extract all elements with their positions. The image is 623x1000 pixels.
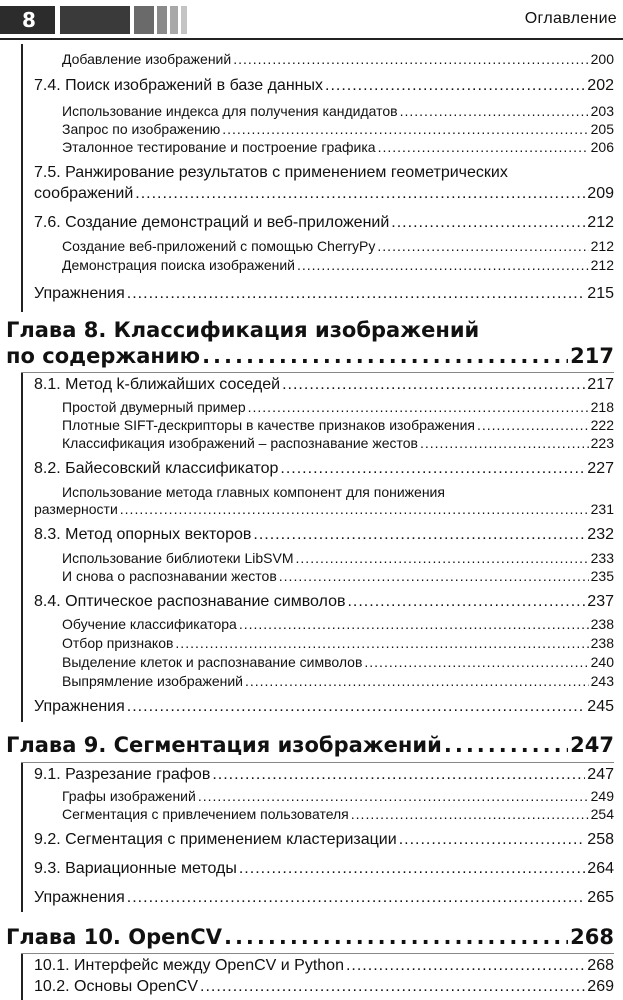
toc-page-number: 247 — [570, 733, 614, 757]
toc-entry[interactable] — [62, 399, 614, 415]
toc-entry[interactable] — [62, 673, 614, 689]
toc-entry-title: 10.2. Основы OpenCV — [34, 978, 199, 995]
header-decor-bar — [181, 6, 187, 34]
toc-entry[interactable] — [62, 103, 614, 119]
toc-entry[interactable] — [34, 460, 614, 478]
toc-entry[interactable] — [34, 185, 614, 203]
toc-entry-title: Выпрямление изображений — [62, 673, 243, 689]
toc-leader-dots — [351, 806, 589, 822]
toc-entry[interactable] — [34, 957, 614, 975]
toc-leader-dots — [239, 860, 585, 878]
toc-page-number: 217 — [570, 344, 614, 368]
toc-leader-dots — [245, 673, 589, 689]
chapter-title-cont: по содержанию — [6, 344, 201, 368]
toc-page-number: 205 — [590, 121, 614, 137]
toc-leader-dots — [175, 635, 588, 651]
toc-entry[interactable] — [34, 766, 614, 784]
toc-entry-title: Упражнения — [34, 285, 125, 302]
toc-page-number: 249 — [590, 788, 614, 804]
toc-page-number: 232 — [587, 526, 614, 543]
toc-entry[interactable] — [62, 257, 614, 273]
toc-entry-title: Эталонное тестирование и построение графика — [62, 139, 376, 155]
toc-entry-title: Использование метода главных компонент для понижения — [62, 484, 445, 500]
toc-page-number: 203 — [590, 103, 614, 119]
toc-entry[interactable] — [62, 435, 614, 451]
header-decor-bar — [60, 6, 130, 34]
toc-leader-dots — [444, 733, 568, 757]
section-bar — [21, 953, 23, 1000]
chapter-title: Глава 10. OpenCV — [6, 925, 222, 949]
toc-entry-title: 7.5. Ранжирование результатов с применением геометрических — [34, 164, 508, 181]
toc-entry-title: 10.1. Интерфейс между OpenCV и Python — [34, 957, 344, 974]
toc-entry-title: Упражнения — [34, 889, 125, 906]
toc-entry[interactable] — [62, 635, 614, 651]
toc-page-number: 215 — [587, 285, 614, 302]
toc-leader-dots — [346, 957, 585, 975]
toc-leader-dots — [253, 526, 585, 544]
toc-entry-title: Сегментация с привлечением пользователя — [62, 806, 349, 822]
header-decor-bar — [170, 6, 178, 34]
toc-entry-title: 9.1. Разрезание графов — [34, 766, 211, 783]
toc-entry[interactable] — [62, 568, 614, 584]
toc-leader-dots — [296, 550, 589, 566]
toc-page-number: 217 — [587, 376, 614, 393]
toc-page-number: 212 — [590, 238, 614, 254]
toc-leader-dots — [347, 593, 585, 611]
toc-entry[interactable] — [34, 978, 614, 996]
toc-leader-dots — [198, 788, 589, 804]
toc-entry-title: Графы изображений — [62, 788, 196, 804]
toc-entry-title-cont: соображений — [34, 185, 134, 202]
toc-entry[interactable] — [62, 550, 614, 566]
toc-entry-title: 8.1. Метод k-ближайших соседей — [34, 376, 281, 393]
toc-entry[interactable] — [34, 889, 614, 907]
toc-entry[interactable] — [62, 616, 614, 632]
toc-entry[interactable] — [62, 238, 614, 254]
toc-page-number: 222 — [590, 417, 614, 433]
chapter-entry[interactable] — [6, 733, 614, 757]
chapter-rule — [21, 372, 614, 373]
toc-leader-dots — [127, 889, 586, 907]
toc-entry[interactable] — [34, 526, 614, 544]
toc-entry-title: Плотные SIFT-дескрипторы в качестве признаков изображения — [62, 417, 475, 433]
toc-entry-title: Создание веб-приложений с помощью CherryPy — [62, 238, 376, 254]
toc-page-number: 237 — [587, 593, 614, 610]
toc-page-number: 218 — [590, 399, 614, 415]
toc-entry-title: Добавление изображений — [62, 51, 232, 67]
toc-leader-dots — [202, 344, 568, 368]
toc-leader-dots — [120, 501, 589, 517]
toc-leader-dots — [297, 257, 589, 273]
toc-page-number: 269 — [587, 978, 614, 995]
toc-page-number: 265 — [587, 889, 614, 906]
toc-entry[interactable] — [62, 51, 614, 67]
toc-leader-dots — [377, 238, 588, 254]
toc-page-number: 212 — [590, 257, 614, 273]
toc-entry[interactable] — [34, 593, 614, 611]
toc-leader-dots — [279, 568, 589, 584]
toc-page-number: 202 — [587, 77, 614, 94]
toc-entry[interactable] — [62, 788, 614, 804]
toc-page-number: 268 — [587, 957, 614, 974]
chapter-rule — [21, 762, 614, 763]
toc-leader-dots — [391, 214, 585, 232]
chapter-entry[interactable] — [6, 925, 614, 949]
toc-entry[interactable] — [34, 376, 614, 394]
chapter-rule — [21, 953, 614, 954]
toc-entry-title: Обучение классификатора — [62, 616, 237, 632]
toc-page-number: 258 — [587, 831, 614, 848]
toc-leader-dots — [378, 139, 589, 155]
header-rule — [0, 38, 623, 40]
toc-leader-dots — [212, 766, 585, 784]
toc-page-number: 238 — [590, 635, 614, 651]
toc-entry-title-cont: размерности — [34, 501, 118, 517]
toc-leader-dots — [127, 285, 586, 303]
toc-entry-title: 7.6. Создание демонстраций и веб-приложений — [34, 214, 390, 231]
toc-entry[interactable] — [62, 417, 614, 433]
toc-leader-dots — [420, 435, 589, 451]
toc-entry[interactable] — [62, 121, 614, 137]
toc-entry-title: 8.4. Оптическое распознавание символов — [34, 593, 346, 610]
toc-entry-title: Классификация изображений – распознавание жестов — [62, 435, 418, 451]
toc-entry-title: Использование индекса для получения кандидатов — [62, 103, 398, 119]
toc-page-number: 243 — [590, 673, 614, 689]
toc-page-number: 212 — [587, 214, 614, 231]
toc-entry[interactable] — [62, 806, 614, 822]
toc-leader-dots — [224, 925, 568, 949]
toc-entry[interactable] — [34, 698, 614, 716]
section-bar — [21, 372, 23, 722]
toc-entry[interactable] — [62, 139, 614, 155]
toc-entry-title: 8.3. Метод опорных векторов — [34, 526, 252, 543]
toc-entry-title: Запрос по изображению — [62, 121, 221, 137]
toc-leader-dots — [364, 654, 588, 670]
toc-leader-dots — [280, 460, 585, 478]
toc-page-number: 233 — [590, 550, 614, 566]
toc-page-number: 264 — [587, 860, 614, 877]
section-bar — [21, 762, 23, 912]
toc-page-number: 254 — [590, 806, 614, 822]
toc-entry-title: 9.2. Сегментация с применением кластеризации — [34, 831, 397, 848]
toc-leader-dots — [222, 121, 588, 137]
toc-entry[interactable] — [34, 860, 614, 878]
toc-entry-title: 9.3. Вариационные методы — [34, 860, 237, 877]
toc-page-number: 268 — [570, 925, 614, 949]
toc-leader-dots — [239, 616, 589, 632]
toc-page-number: 231 — [590, 501, 614, 517]
toc-page-number: 245 — [587, 698, 614, 715]
toc-entry-title: Демонстрация поиска изображений — [62, 257, 295, 273]
toc-entry-title: 7.4. Поиск изображений в базе данных — [34, 77, 323, 94]
header-decor-bar — [157, 6, 167, 34]
toc-entry[interactable] — [34, 214, 614, 232]
chapter-entry[interactable] — [6, 344, 614, 368]
page-number: 8 — [0, 6, 55, 34]
toc-entry-title: Простой двумерный пример — [62, 399, 246, 415]
toc-leader-dots — [325, 77, 585, 95]
toc-page-number: 200 — [590, 51, 614, 67]
toc-entry[interactable] — [34, 285, 614, 303]
toc-leader-dots — [127, 698, 586, 716]
section-bar — [21, 44, 23, 312]
toc-entry[interactable] — [34, 831, 614, 849]
page-header — [0, 6, 623, 34]
toc-entry-title: Отбор признаков — [62, 635, 174, 651]
toc-entry[interactable] — [34, 501, 614, 517]
toc-page-number: 223 — [590, 435, 614, 451]
toc-leader-dots — [399, 831, 586, 849]
toc-page-number: 238 — [590, 616, 614, 632]
toc-page-number: 235 — [590, 568, 614, 584]
toc-entry-title: Упражнения — [34, 698, 125, 715]
toc-entry-title: Выделение клеток и распознавание символов — [62, 654, 363, 670]
toc-entry[interactable] — [34, 77, 614, 95]
toc-leader-dots — [282, 376, 585, 394]
toc-leader-dots — [233, 51, 588, 67]
header-decor-bar — [134, 6, 154, 34]
toc-page-number: 247 — [587, 766, 614, 783]
chapter-title: Глава 9. Сегментация изображений — [6, 733, 442, 757]
toc-leader-dots — [248, 399, 589, 415]
toc-leader-dots — [477, 417, 589, 433]
toc-page-number: 240 — [590, 654, 614, 670]
toc-leader-dots — [400, 103, 589, 119]
toc-page-number: 227 — [587, 460, 614, 477]
chapter-title: Глава 8. Классификация изображений — [6, 318, 480, 342]
toc-entry-title: Использование библиотеки LibSVM — [62, 550, 294, 566]
toc-page-number: 209 — [587, 185, 614, 202]
toc-leader-dots — [135, 185, 585, 203]
running-title: Оглавление — [524, 10, 617, 27]
toc-entry[interactable] — [62, 654, 614, 670]
toc-entry-title: 8.2. Байесовский классификатор — [34, 460, 279, 477]
toc-page-number: 206 — [590, 139, 614, 155]
toc-leader-dots — [200, 978, 585, 996]
toc-entry-title: И снова о распознавании жестов — [62, 568, 277, 584]
